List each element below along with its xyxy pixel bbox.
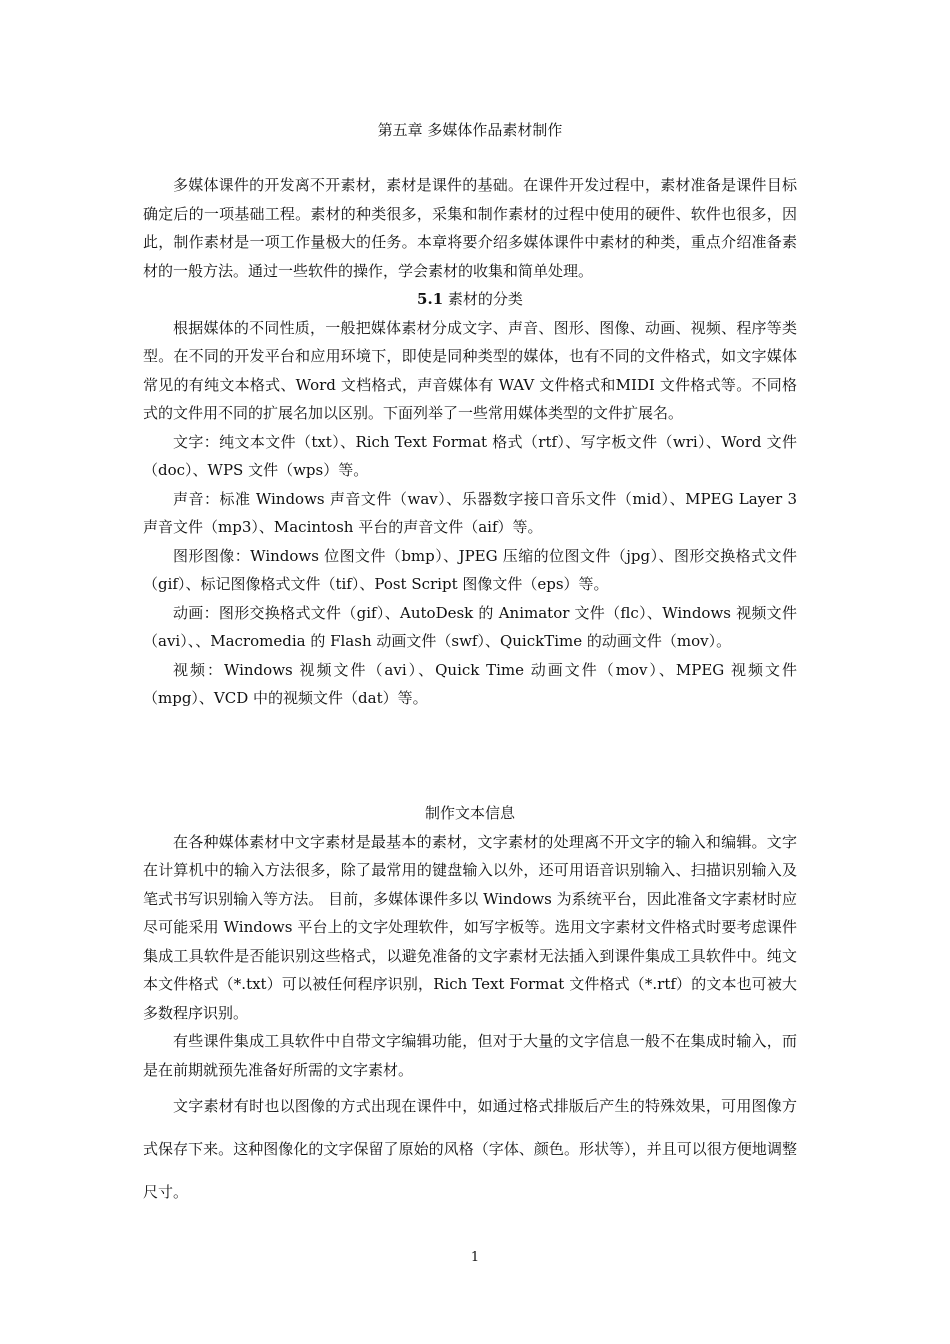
paragraph-text-formats: 文字：纯文本文件（txt）、Rich Text Format 格式（rtf）、写字板文件（wri）、Word 文件（doc）、WPS 文件（wps）等。 bbox=[143, 432, 797, 479]
paragraph-text-input: 在各种媒体素材中文字素材是最基本的素材，文字素材的处理离不开文字的输入和编辑。文字在计算机中的输入方法很多，除了最常用的键盘输入以外，还可用语音识别输入、扫描识别输入及笔式书写识别输入等方法。 目前，多媒体课件多以 Windows 为系统平台，因此准备文字素材时应尽可能采用 Windows 平台上的文字处理软件，如写字板等。选用文字素材文件格式时要考虑课件集成工具软件是否能识别这些格式，以避免准备的文字素材无法插入到课件集成工具软件中。纯文本文件格式（*.txt）可以被任何程序识别，Rich Text Format 文件格式（*.rtf）的文本也可被大多数程序识别。 bbox=[143, 832, 797, 1022]
paragraph-sound-formats: 声音：标准 Windows 声音文件（wav）、乐器数字接口音乐文件（mid）、MPEG Layer 3 声音文件（mp3）、Macintosh 平台的声音文件（aif）等。 bbox=[143, 489, 797, 536]
page-number: 1 bbox=[470, 1250, 480, 1265]
section-text-image-block bbox=[143, 1085, 797, 1214]
paragraph-text-as-image: 文字素材有时也以图像的方式出现在课件中，如通过格式排版后产生的特殊效果，可用图像方式保存下来。这种图像化的文字保留了原始的风格（字体、颜色。形状等），并且可以很方便地调整尺寸。 bbox=[143, 1097, 797, 1201]
section-text-block bbox=[143, 799, 797, 1084]
paragraph-authoring-tools: 有些课件集成工具软件中自带文字编辑功能，但对于大量的文字信息一般不在集成时输入，而是在前期就预先准备好所需的文字素材。 bbox=[143, 1032, 797, 1079]
intro-paragraph: 多媒体课件的开发离不开素材，素材是课件的基础。在课件开发过程中，素材准备是课件目标确定后的一项基础工程。素材的种类很多，采集和制作素材的过程中使用的硬件、软件也很多，因此，制作素材是一项工作量极大的任务。本章将要介绍多媒体课件中素材的种类，重点介绍准备素材的一般方法。通过一些软件的操作，学会素材的收集和简单处理。 bbox=[143, 176, 797, 280]
section-5-1-heading bbox=[143, 285, 797, 314]
text-section-heading: 制作文本信息 bbox=[424, 804, 515, 822]
paragraph-image-formats: 图形图像：Windows 位图文件（bmp）、JPEG 压缩的位图文件（jpg）、图形交换格式文件（gif）、标记图像格式文件（tif）、Post Script 图像文件（eps）等。 bbox=[143, 546, 797, 593]
section-5-1-block bbox=[143, 171, 797, 713]
section-title: 素材的分类 bbox=[443, 290, 523, 308]
chapter-title: 第五章 多媒体作品素材制作 bbox=[377, 121, 563, 139]
paragraph-media-types: 根据媒体的不同性质，一般把媒体素材分成文字、声音、图形、图像、动画、视频、程序等类型。在不同的开发平台和应用环境下，即使是同种类型的媒体，也有不同的文件格式，如文字媒体常见的有纯文本格式、Word 文档格式，声音媒体有 WAV 文件格式和MIDI 文件格式等。不同格式的文件用不同的扩展名加以区别。下面列举了一些常用媒体类型的文件扩展名。 bbox=[143, 318, 797, 422]
paragraph-video-formats: 视频：Windows 视频文件（avi）、Quick Time 动画文件（mov）、MPEG 视频文件（mpg）、VCD 中的视频文件（dat）等。 bbox=[143, 660, 797, 707]
section-number: 5.1 bbox=[417, 290, 444, 308]
paragraph-animation-formats: 动画：图形交换格式文件（gif）、AutoDesk 的 Animator 文件（flc）、Windows 视频文件（avi）、、Macromedia 的 Flash 动画文件（swf）、QuickTime 的动画文件（mov）。 bbox=[143, 603, 797, 650]
